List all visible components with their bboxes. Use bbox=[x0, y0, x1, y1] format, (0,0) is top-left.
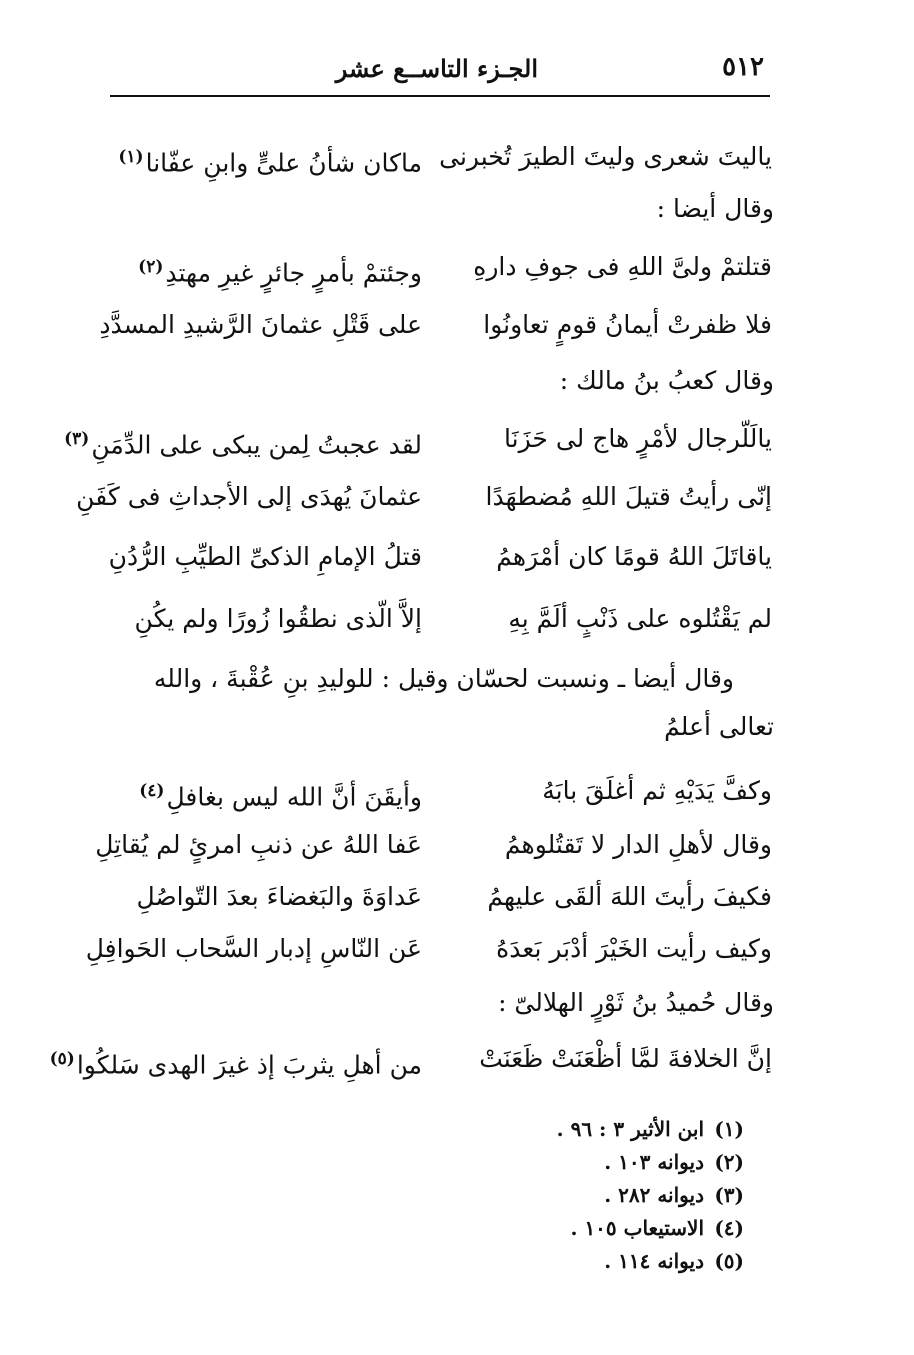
verse-line bbox=[99, 302, 782, 348]
verse-second-hemistich bbox=[138, 244, 422, 296]
footnote bbox=[484, 1245, 744, 1278]
hemistich-text: لقد عجبتُ لِمن يبكى على الدِّمَنِ bbox=[91, 430, 422, 460]
verse-second-hemistich: قتلُ الإمامِ الذكىِّ الطيِّبِ الرُّدُنِ bbox=[108, 542, 422, 571]
footnote-text: ديوانه ٢٨٢ . bbox=[604, 1183, 704, 1207]
footnote-marker: (٣) bbox=[64, 429, 90, 449]
footnote-marker: (٤) bbox=[139, 781, 165, 801]
verse-line bbox=[108, 534, 782, 580]
footnote-number: (٤) bbox=[714, 1216, 744, 1240]
page-header bbox=[112, 52, 768, 92]
footnote-number: (٥) bbox=[714, 1249, 744, 1273]
verse-second-hemistich bbox=[118, 134, 422, 186]
footnote bbox=[484, 1113, 744, 1146]
header-rule bbox=[110, 95, 770, 97]
verse-first-hemistich: يالَلّرجال لأمْرٍ هاج لى حَزَنَا bbox=[504, 424, 772, 453]
footnote-marker: (٢) bbox=[138, 257, 164, 277]
hemistich-text: وأيقَنَ أنَّ الله ليس بغافلِ bbox=[166, 782, 422, 812]
verse-first-hemistich: فكيفَ رأيتَ اللهَ ألقَى عليهمُ bbox=[487, 882, 772, 911]
verse-line bbox=[64, 416, 782, 462]
footnote-marker: (٥) bbox=[49, 1049, 75, 1069]
hemistich-text: ماكان شأنُ علىٍّ وابنِ عفّانا bbox=[145, 148, 422, 178]
footnote bbox=[484, 1179, 744, 1212]
verse-line bbox=[112, 768, 782, 814]
footnotes bbox=[484, 1113, 744, 1278]
footnote bbox=[484, 1146, 744, 1179]
verse-first-hemistich: ياقاتَلَ اللهُ قومًا كان أمْرَهمُ bbox=[496, 542, 772, 571]
footnote bbox=[484, 1212, 744, 1245]
verse-second-hemistich: عثمانَ يُهدَى إلى الأجداثِ فى كَفَنِ bbox=[76, 482, 422, 511]
verse-line bbox=[112, 244, 782, 290]
verse-first-hemistich: قتلتمْ ولىَّ اللهِ فى جوفِ دارهِ bbox=[473, 252, 772, 281]
footnote-text: ديوانه ١١٤ . bbox=[604, 1249, 704, 1273]
verse-first-hemistich: لم يَقْتُلوه على ذَنْبٍ ألَمَّ بِهِ bbox=[508, 604, 772, 633]
verse-line bbox=[112, 596, 782, 642]
prose-line: تعالى أعلمُ bbox=[664, 712, 774, 741]
verse-line bbox=[112, 134, 782, 180]
verse-line bbox=[76, 474, 782, 520]
footnote-number: (٣) bbox=[714, 1183, 744, 1207]
verse-second-hemistich: على قَتْلِ عثمانَ الرَّشيدِ المسدَّدِ bbox=[99, 310, 422, 339]
footnote-marker: (١) bbox=[118, 147, 144, 167]
verse-first-hemistich: وكفَّ يَدَيْهِ ثم أغلَقَ بابَهُ bbox=[542, 776, 772, 805]
verse-line bbox=[85, 926, 782, 972]
verse-line bbox=[49, 1036, 782, 1082]
verse-second-hemistich: عَداوَةَ والبَغضاءَ بعدَ التّواصُلِ bbox=[136, 882, 422, 911]
prose-line: وقال حُميدُ بنُ ثَوْرٍ الهلالىّ : bbox=[498, 988, 774, 1017]
footnote-text: ديوانه ١٠٣ . bbox=[604, 1150, 704, 1174]
verse-second-hemistich bbox=[50, 1036, 422, 1088]
verse-first-hemistich: إنّى رأيتُ قتيلَ اللهِ مُضطهَدًا bbox=[485, 482, 772, 511]
verse-second-hemistich: عَفا اللهُ عن ذنبِ امرئٍ لم يُقاتِلِ bbox=[95, 830, 422, 859]
footnote-number: (١) bbox=[714, 1117, 744, 1141]
prose-line: وقال أيضا ـ ونسبت لحسّان وقيل : للوليدِ بنِ عُقْبةَ ، والله bbox=[153, 664, 734, 693]
verse-second-hemistich bbox=[64, 416, 422, 468]
running-title: الجـزء التاســع عشر bbox=[335, 54, 538, 83]
footnote-number: (٢) bbox=[714, 1150, 744, 1174]
verse-first-hemistich: ياليتَ شعرى وليتَ الطيرَ تُخبرنى bbox=[439, 142, 772, 171]
hemistich-text: من أهلِ يثربَ إذ غيرَ الهدى سَلكُوا bbox=[76, 1050, 422, 1080]
verse-second-hemistich bbox=[139, 768, 422, 820]
verse-second-hemistich: عَن النّاسِ إدبار السَّحاب الحَوافِلِ bbox=[85, 934, 422, 963]
verse-second-hemistich: إلاَّ الّذى نطقُوا زُورًا ولم يكُنِ bbox=[134, 604, 422, 633]
prose-line: وقال أيضا : bbox=[656, 194, 774, 223]
verse-line bbox=[112, 874, 782, 920]
prose-line: وقال كعبُ بنُ مالك : bbox=[559, 366, 774, 395]
verse-line bbox=[95, 822, 782, 868]
verse-first-hemistich: وقال لأهلِ الدار لا تَقتُلوهمُ bbox=[504, 830, 772, 859]
page-number: ٥١٢ bbox=[722, 52, 764, 82]
verse-first-hemistich: إنَّ الخلافةَ لمَّا أظْعَنَتْ ظَعَنَتْ bbox=[479, 1044, 772, 1073]
footnote-text: الاستيعاب ١٠٥ . bbox=[570, 1216, 704, 1240]
verse-first-hemistich: وكيف رأيت الخَيْرَ أدْبَر بَعدَهُ bbox=[496, 934, 772, 963]
hemistich-text: وجئتمْ بأمرٍ جائرٍ غيرِ مهتدِ bbox=[165, 258, 422, 288]
footnote-text: ابن الأثير ٣ : ٩٦ . bbox=[556, 1117, 704, 1141]
verse-first-hemistich: فلا ظفرتْ أيمانُ قومٍ تعاونُوا bbox=[483, 310, 772, 339]
